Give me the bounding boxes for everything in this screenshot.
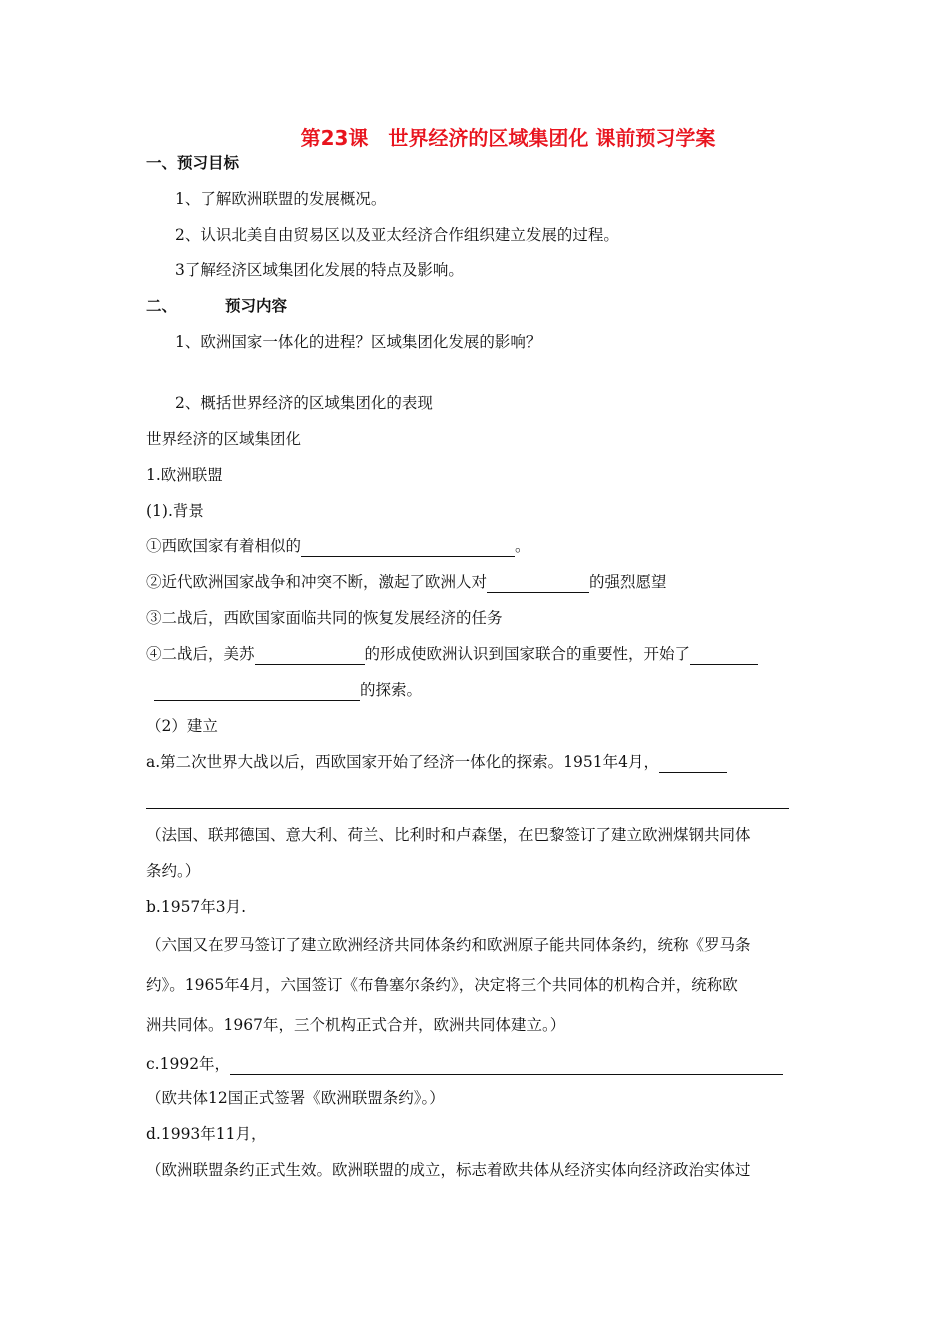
goal-item-2: 2、认识北美自由贸易区以及亚太经济合作组织建立发展的过程。 <box>175 226 619 244</box>
item-a <box>146 751 727 773</box>
question-1: 1、欧洲国家一体化的进程？区域集团化发展的影响？ <box>175 333 542 351</box>
background-item-4-mid: 的形成使欧洲认识到国家联合的重要性，开始了 <box>364 645 691 663</box>
item-d: d.1993年11月， <box>146 1125 267 1143</box>
item-c-text: c.1992年， <box>146 1055 231 1073</box>
background-item-4-end: 的探索。 <box>360 681 423 699</box>
item-d-note: （欧洲联盟条约正式生效。欧洲联盟的成立，标志着欧共体从经济实体向经济政治实体过 <box>146 1161 751 1179</box>
item-b-note-1: （六国又在罗马签订了建立欧洲经济共同体条约和欧洲原子能共同体条约，统称《罗马条 <box>146 936 751 954</box>
item-c <box>146 1053 783 1075</box>
background-item-2-end: 的强烈愿望 <box>589 573 667 591</box>
background-item-3: ③二战后，西欧国家面临共同的恢复发展经济的任务 <box>146 609 503 627</box>
background-item-4-text: ④二战后，美苏 <box>146 645 255 663</box>
background-item-2-text: ②近代欧洲国家战争和冲突不断，激起了欧洲人对 <box>146 573 488 591</box>
item-c-note: （欧共体12国正式签署《欧洲联盟条约》。） <box>146 1089 445 1107</box>
section2-heading <box>146 295 287 317</box>
background-item-4 <box>146 643 758 665</box>
establishment-heading: （2）建立 <box>146 717 218 735</box>
eu-heading: 1.欧洲联盟 <box>146 466 223 484</box>
fill-blank[interactable] <box>487 575 589 593</box>
section1-heading: 一、预习目标 <box>146 154 240 172</box>
background-item-1-end: 。 <box>515 537 531 555</box>
fill-blank[interactable] <box>301 539 515 557</box>
page-title: 第23课 世界经济的区域集团化 课前预习学案 <box>300 126 716 150</box>
item-a-note-1: （法国、联邦德国、意大利、荷兰、比利时和卢森堡，在巴黎签订了建立欧洲煤钢共同体 <box>146 826 751 844</box>
topic-heading: 世界经济的区域集团化 <box>146 430 302 448</box>
fill-blank[interactable] <box>659 755 727 773</box>
item-b-note-3: 洲共同体。1967年，三个机构正式合并，欧洲共同体建立。） <box>146 1016 566 1034</box>
section2-heading-num: 二、 <box>146 297 178 315</box>
fill-blank[interactable] <box>255 647 365 665</box>
background-item-1 <box>146 535 531 557</box>
fill-blank[interactable] <box>146 791 789 809</box>
item-b: b.1957年3月. <box>146 898 247 916</box>
question-2: 2、概括世界经济的区域集团化的表现 <box>175 394 433 412</box>
background-item-1-text: ①西欧国家有着相似的 <box>146 537 302 555</box>
background-heading: (1).背景 <box>146 502 204 520</box>
goal-item-3: 3了解经济区域集团化发展的特点及影响。 <box>175 261 464 279</box>
item-a-cont <box>146 787 789 809</box>
fill-blank[interactable] <box>230 1057 783 1075</box>
fill-blank[interactable] <box>690 647 758 665</box>
goal-item-1: 1、了解欧洲联盟的发展概况。 <box>175 190 387 208</box>
item-b-note-2: 约》。1965年4月，六国签订《布鲁塞尔条约》，决定将三个共同体的机构合并，统称欧 <box>146 976 738 994</box>
background-item-4-cont <box>154 679 422 701</box>
background-item-2 <box>146 571 667 593</box>
section2-heading-text: 预习内容 <box>225 297 288 315</box>
item-a-note-2: 条约。） <box>146 862 201 880</box>
item-a-text: a.第二次世界大战以后，西欧国家开始了经济一体化的探索。1951年4月， <box>146 753 659 771</box>
fill-blank[interactable] <box>154 683 360 701</box>
